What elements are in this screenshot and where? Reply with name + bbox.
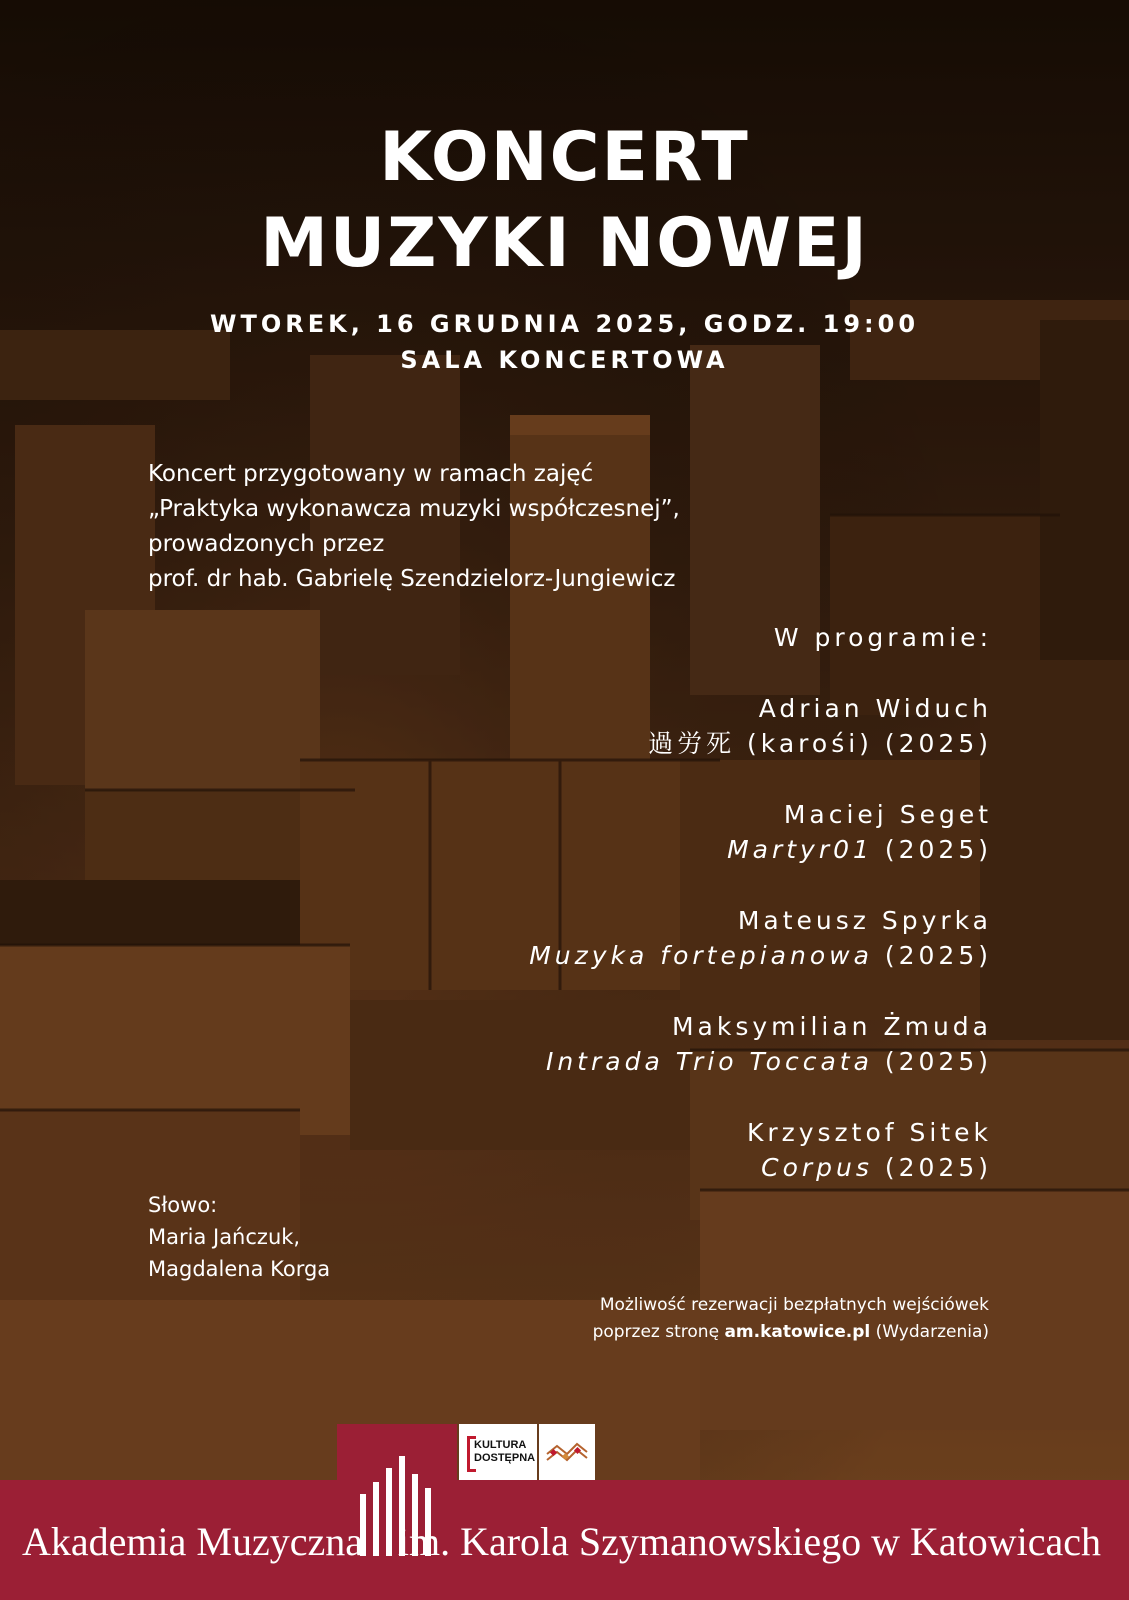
program-item [232, 1115, 992, 1185]
reservation-line-2 [389, 1319, 989, 1346]
work-title [232, 726, 992, 761]
work-year: (2025) [872, 1047, 992, 1076]
speaker-name: Maria Jańczuk, [148, 1225, 301, 1249]
program-item [232, 797, 992, 867]
work-year: (2025) [872, 729, 992, 758]
description-line-1: Koncert przygotowany w ramach zajęć [148, 461, 594, 487]
concert-description [148, 457, 788, 597]
work-title [232, 1150, 992, 1185]
event-venue: SALA KONCERTOWA [400, 346, 729, 374]
reservation-info [389, 1292, 989, 1346]
speaker-name: Magdalena Korga [148, 1257, 331, 1281]
event-details [0, 306, 1129, 378]
program-item [232, 1009, 992, 1079]
work-name: Intrada Trio Toccata [545, 1047, 873, 1076]
reservation-line-1: Możliwość rezerwacji bezpłatnych wejściówek [599, 1295, 989, 1315]
work-name: Martyr01 [727, 835, 873, 864]
work-title [232, 938, 992, 973]
composer-name: Mateusz Spyrka [737, 906, 992, 935]
work-name: Muzyka fortepianowa [529, 941, 873, 970]
composer-name: Maciej Seget [783, 800, 992, 829]
program-item [232, 903, 992, 973]
badge-line-2: DOSTĘPNA [474, 1452, 536, 1464]
partner-logo [539, 1424, 595, 1480]
composer-name: Adrian Widuch [758, 694, 992, 723]
program-item [232, 691, 992, 761]
reservation-prefix: poprzez stronę [592, 1322, 725, 1342]
work-year: (2025) [872, 1153, 992, 1182]
title-line-2: MUZYKI NOWEJ [260, 204, 869, 283]
partner-logo-icon [539, 1424, 595, 1480]
program-list [232, 620, 992, 1221]
event-date-time: WTOREK, 16 GRUDNIA 2025, GODZ. 19:00 [209, 310, 920, 338]
work-year: (2025) [872, 941, 992, 970]
website-link[interactable]: am.katowice.pl [724, 1322, 871, 1342]
description-line-2: „Praktyka wykonawcza muzyki współczesnej”, [148, 496, 680, 522]
work-name: 過労死 (karośi) [648, 729, 873, 758]
speakers-label: Słowo: [148, 1193, 218, 1217]
work-year: (2025) [872, 835, 992, 864]
description-line-3: prowadzonych przez [148, 531, 385, 557]
composer-name: Krzysztof Sitek [746, 1118, 992, 1147]
work-name: Corpus [761, 1153, 873, 1182]
composer-name: Maksymilian Żmuda [671, 1012, 992, 1041]
academy-name-left: Akademia Muzyczna [22, 1519, 363, 1564]
reservation-suffix: (Wydarzenia) [870, 1322, 989, 1342]
academy-name-right: im. Karola Szymanowskiego w Katowicach [397, 1519, 1101, 1564]
badge-line-1: KULTURA [474, 1439, 527, 1451]
program-heading: W programie: [773, 623, 992, 652]
title-line-1: KONCERT [379, 118, 750, 197]
speakers-section [148, 1189, 448, 1285]
concert-title [0, 115, 1129, 287]
description-line-4: prof. dr hab. Gabrielę Szendzielorz-Jungiewicz [148, 566, 676, 592]
work-title [232, 832, 992, 867]
kultura-dostepna-badge [459, 1424, 537, 1480]
work-title [232, 1044, 992, 1079]
